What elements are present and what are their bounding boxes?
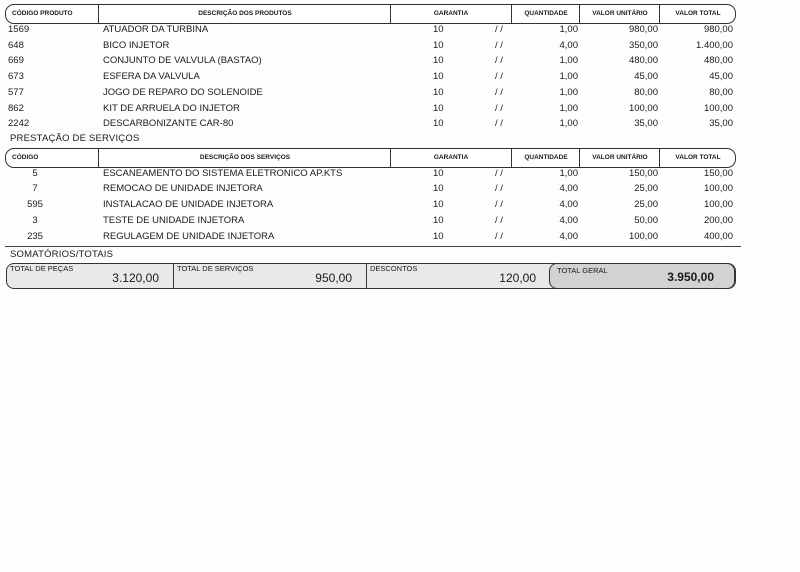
product-description: JOGO DE REPARO DO SOLENOIDE [103,87,263,98]
service-row [5,213,734,228]
product-code: 648 [8,40,24,51]
product-unit-value: 45,00 [634,71,658,82]
header-total-value: VALOR TOTAL [659,5,736,23]
product-unit-value: 100,00 [628,103,658,114]
product-description: DESCARBONIZANTE CAR-80 [103,118,234,129]
totals-divider [5,246,741,247]
product-row [5,22,734,37]
service-warranty-date: / / [495,199,503,210]
service-total-value: 150,00 [703,168,733,179]
service-warranty-date: / / [495,183,503,194]
service-unit-value: 150,00 [628,168,658,179]
service-unit-value: 25,00 [634,199,658,210]
service-total-value: 200,00 [703,215,733,226]
product-warranty-date: / / [495,24,503,35]
service-code: 5 [32,168,38,179]
header-service-description: DESCRIÇÃO DOS SERVIÇOS [98,149,391,167]
service-warranty-date: / / [495,231,503,242]
product-quantity: 1,00 [559,24,578,35]
service-quantity: 4,00 [559,183,578,194]
service-code: 3 [32,215,38,226]
service-warranty: 10 [433,199,444,210]
product-row [5,101,734,116]
product-warranty: 10 [433,40,444,51]
product-quantity: 4,00 [559,40,578,51]
product-code: 673 [8,71,24,82]
header-total-value: VALOR TOTAL [659,149,736,167]
discounts-label: DESCONTOS [370,264,418,273]
product-code: 1569 [8,24,30,35]
total-services-value: 950,00 [315,271,352,285]
product-quantity: 1,00 [559,118,578,129]
product-warranty-date: / / [495,118,503,129]
product-total-value: 35,00 [709,118,733,129]
header-quantity: QUANTIDADE [511,149,580,167]
product-total-value: 480,00 [703,55,733,66]
product-description: ESFERA DA VALVULA [103,71,200,82]
product-row [5,38,734,53]
product-warranty-date: / / [495,71,503,82]
service-unit-value: 25,00 [634,183,658,194]
totals-section-title: SOMATÓRIOS/TOTAIS [10,249,114,260]
services-section-title: PRESTAÇÃO DE SERVIÇOS [10,133,140,144]
product-description: CONJUNTO DE VALVULA (BASTAO) [103,55,262,66]
product-warranty-date: / / [495,87,503,98]
product-warranty-date: / / [495,40,503,51]
product-warranty-date: / / [495,103,503,114]
service-warranty-date: / / [495,168,503,179]
service-unit-value: 50,00 [634,215,658,226]
product-warranty-date: / / [495,55,503,66]
service-quantity: 4,00 [559,199,578,210]
product-warranty: 10 [433,87,444,98]
product-code: 2242 [8,118,30,129]
product-unit-value: 80,00 [634,87,658,98]
total-parts-label: TOTAL DE PEÇAS [10,264,74,273]
service-warranty: 10 [433,215,444,226]
service-row [5,229,734,244]
product-quantity: 1,00 [559,55,578,66]
product-unit-value: 480,00 [628,55,658,66]
total-parts-value: 3.120,00 [112,271,159,285]
header-warranty: GARANTIA [390,149,511,167]
total-services-label: TOTAL DE SERVIÇOS [177,264,254,273]
total-parts-cell [7,264,173,288]
product-warranty: 10 [433,103,444,114]
product-unit-value: 350,00 [628,40,658,51]
product-total-value: 100,00 [703,103,733,114]
total-services-cell [174,264,366,288]
product-warranty: 10 [433,118,444,129]
product-quantity: 1,00 [559,103,578,114]
header-warranty: GARANTIA [390,5,511,23]
service-total-value: 400,00 [703,231,733,242]
service-quantity: 4,00 [559,231,578,242]
service-warranty-date: / / [495,215,503,226]
service-code: 595 [27,199,43,210]
service-description: INSTALACAO DE UNIDADE INJETORA [103,199,274,210]
service-warranty: 10 [433,231,444,242]
product-description: KIT DE ARRUELA DO INJETOR [103,103,240,114]
grand-total-value: 3.950,00 [667,270,714,284]
service-quantity: 1,00 [559,168,578,179]
header-product-description: DESCRIÇÃO DOS PRODUTOS [98,5,391,23]
discounts-cell [367,264,550,288]
product-quantity: 1,00 [559,87,578,98]
services-table-header [5,148,736,168]
service-quantity: 4,00 [559,215,578,226]
product-total-value: 1.400,00 [696,40,733,51]
header-product-code: CÓDIGO PRODUTO [12,10,73,17]
product-code: 577 [8,87,24,98]
product-warranty: 10 [433,24,444,35]
service-row [5,166,734,181]
grand-total-label: TOTAL GERAL [557,266,608,275]
service-description: ESCANEAMENTO DO SISTEMA ELETRONICO AP.KTS [103,168,343,179]
product-row [5,53,734,68]
service-description: REMOCAO DE UNIDADE INJETORA [103,183,263,194]
product-code: 669 [8,55,24,66]
service-warranty: 10 [433,168,444,179]
product-warranty: 10 [433,55,444,66]
product-row [5,116,734,131]
discounts-value: 120,00 [499,271,536,285]
grand-total-box [549,263,735,289]
service-code: 7 [32,183,38,194]
product-code: 862 [8,103,24,114]
product-total-value: 45,00 [709,71,733,82]
product-unit-value: 35,00 [634,118,658,129]
service-description: TESTE DE UNIDADE INJETORA [103,215,245,226]
product-total-value: 80,00 [709,87,733,98]
product-description: ATUADOR DA TURBINA [103,24,209,35]
service-row [5,181,734,196]
product-row [5,69,734,84]
product-quantity: 1,00 [559,71,578,82]
product-total-value: 980,00 [703,24,733,35]
service-description: REGULAGEM DE UNIDADE INJETORA [103,231,275,242]
service-warranty: 10 [433,183,444,194]
service-row [5,197,734,212]
header-quantity: QUANTIDADE [511,5,580,23]
product-row [5,85,734,100]
header-unit-value: VALOR UNITÁRIO [579,149,660,167]
header-unit-value: VALOR UNITÁRIO [579,5,660,23]
header-service-code: CÓDIGO [12,154,39,161]
product-warranty: 10 [433,71,444,82]
service-code: 235 [27,231,43,242]
products-table-header [5,4,736,24]
product-description: BICO INJETOR [103,40,170,51]
service-total-value: 100,00 [703,183,733,194]
service-unit-value: 100,00 [628,231,658,242]
product-unit-value: 980,00 [628,24,658,35]
service-total-value: 100,00 [703,199,733,210]
